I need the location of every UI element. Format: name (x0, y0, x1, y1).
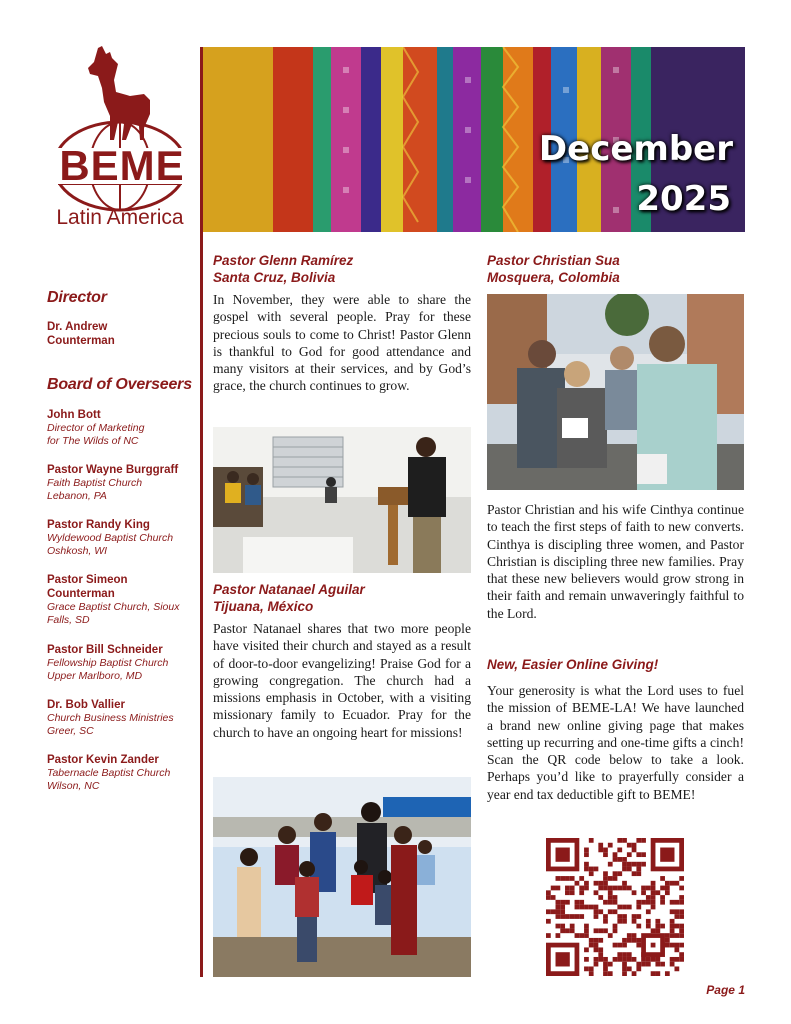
giving-qr-code[interactable] (546, 838, 684, 976)
board-member-role: Wyldewood Baptist Church (47, 532, 174, 544)
board-member-name: John Bott (47, 409, 101, 421)
board-member (47, 643, 197, 683)
article-body: Your generosity is what the Lord uses to fuel the mission of BEME-LA! We have launched a brand new online giving page that makes setting up recurring and one-time gifts a cinch! Scan the QR code below to take a look. Perhaps you’d like to prayerfully consider a year end tax deductible gift to BEME! (487, 683, 744, 802)
director-block (47, 320, 197, 348)
vertical-divider (200, 47, 203, 977)
board-member-role: Oshkosh, WI (47, 545, 108, 557)
board-heading: Board of Overseers (47, 376, 192, 393)
article-subtitle: Tijuana, México (213, 599, 314, 614)
board-member-role: Upper Marlboro, MD (47, 670, 143, 682)
board-member-role: Tabernacle Baptist Church (47, 767, 171, 779)
board-member-name: Pastor Randy King (47, 519, 150, 531)
street-group-photo (487, 294, 744, 490)
logo-letters: BEME (59, 142, 185, 189)
board-member-role: Director of Marketing (47, 422, 145, 434)
article-body: Pastor Natanael shares that two more people have visited their church and stayed as a result of door-to-door evangelizing! Praise God for a growing congregation. The church had a missions emphasis in October, with a visiting missionary family to Ecuador. Pray for the church to have an ongoing heart for missions! (213, 621, 471, 740)
board-member (47, 463, 197, 503)
article-body: Pastor Christian and his wife Cinthya continue to teach the first steps of faith to new converts. Cinthya is discipling three women, and Pastor Christian is discipling three new families. Pray that these new believers would grow strong in their faith and remain unwaveringly faithful to the Lord. (487, 502, 744, 621)
board-member-name: Dr. Bob Vallier (47, 699, 125, 711)
article-title: Pastor Glenn Ramírez (213, 253, 354, 268)
board-member-name: Pastor Simeon (47, 574, 128, 586)
banner-month: December (538, 129, 733, 169)
board-member (47, 573, 197, 627)
board-member-role: Church Business Ministries (47, 712, 174, 724)
church-service-photo (213, 427, 471, 573)
article-body: In November, they were able to share the gospel with several people. Pray for these precious souls to come to Christ! Pastor Glenn is thankful to God for good attendance and many visitors at their services, and by God’s grace, the church continues to grow. (213, 292, 471, 394)
board-member (47, 408, 197, 448)
banner-year: 2025 (636, 179, 731, 219)
article-giving (487, 656, 744, 803)
board-member-role: Fellowship Baptist Church (47, 657, 169, 669)
page-number: Page 1 (706, 983, 745, 997)
board-member (47, 753, 197, 793)
logo (40, 44, 200, 234)
article-subtitle: Mosquera, Colombia (487, 270, 620, 285)
board-member-role: Faith Baptist Church (47, 477, 143, 489)
article-christian (487, 252, 744, 286)
board-member-name: Pastor Bill Schneider (47, 644, 163, 656)
article-subtitle: Santa Cruz, Bolivia (213, 270, 336, 285)
board-member (47, 698, 197, 738)
article-glenn (213, 252, 471, 395)
board-member-role: Grace Baptist Church, Sioux (47, 601, 180, 613)
board-member-role: Greer, SC (47, 725, 94, 737)
header-banner (203, 47, 745, 232)
article-title: Pastor Natanael Aguilar (213, 582, 365, 597)
board-member-role: Lebanon, PA (47, 490, 107, 502)
board-member (47, 518, 197, 558)
director-name: Dr. Andrew (47, 321, 108, 333)
article-title: New, Easier Online Giving! (487, 657, 659, 672)
article-title: Pastor Christian Sua (487, 253, 620, 268)
qr-code-icon[interactable] (546, 838, 684, 976)
director-heading: Director (47, 289, 107, 306)
article-christian-body (487, 501, 744, 622)
board-member-role: for The Wilds of NC (47, 435, 139, 447)
logo-subtitle: Latin America (56, 206, 184, 229)
board-member-role: Wilson, NC (47, 780, 100, 792)
article-natanael (213, 581, 471, 741)
family-group-photo (213, 777, 471, 977)
board-member-name: Pastor Kevin Zander (47, 754, 159, 766)
board-member-name-2: Counterman (47, 588, 115, 600)
director-name-2: Counterman (47, 335, 115, 347)
board-member-name: Pastor Wayne Burggraff (47, 464, 179, 476)
board-member-role: Falls, SD (47, 614, 90, 626)
